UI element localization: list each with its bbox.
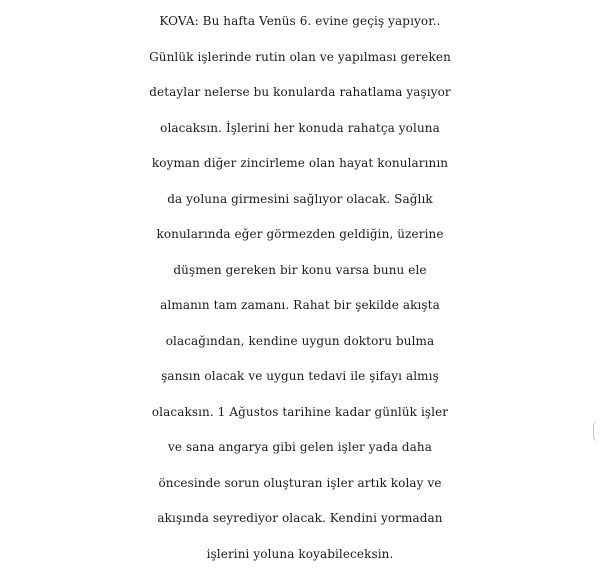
text-line: akışında seyrediyor olacak. Kendini yormadan [157, 511, 443, 525]
text-line: konularında eğer görmezden geldiğin, üzerine [156, 227, 444, 241]
text-line: olacaksın. İşlerini her konuda rahatça yoluna [160, 120, 440, 135]
text-line: işlerini yoluna koyabileceksin. [206, 546, 394, 561]
text-line: da yoluna girmesini sağlıyor olacak. Sağlık [167, 191, 433, 206]
text-line: ve sana angarya gibi gelen işler yada daha [167, 440, 433, 454]
text-line: KOVA: Bu hafta Venüs 6. evine geçiş yapıyor.. [159, 14, 441, 28]
text-line: olacaksın. 1 Ağustos tarihine kadar günlük işler [151, 404, 449, 419]
text-line: düşmen gereken bir konu varsa bunu ele [173, 262, 427, 277]
horoscope-text [0, 4, 600, 572]
text-line: olacağından, kendine uygun doktoru bulma [165, 333, 435, 348]
text-line: öncesinde sorun oluşturan işler artık kolay ve [158, 475, 442, 490]
text-line: koyman diğer zincirleme olan hayat konularının [151, 156, 449, 170]
text-line: şansın olacak ve uygun tedavi ile şifayı almış [161, 369, 439, 383]
text-line: detaylar nelerse bu konularda rahatlama yaşıyor [149, 85, 451, 99]
text-line: Günlük işlerinde rutin olan ve yapılması gereken [149, 49, 451, 64]
text-line: almanın tam zamanı. Rahat bir şekilde akışta [160, 298, 440, 312]
edge-clip-mark [593, 420, 600, 442]
